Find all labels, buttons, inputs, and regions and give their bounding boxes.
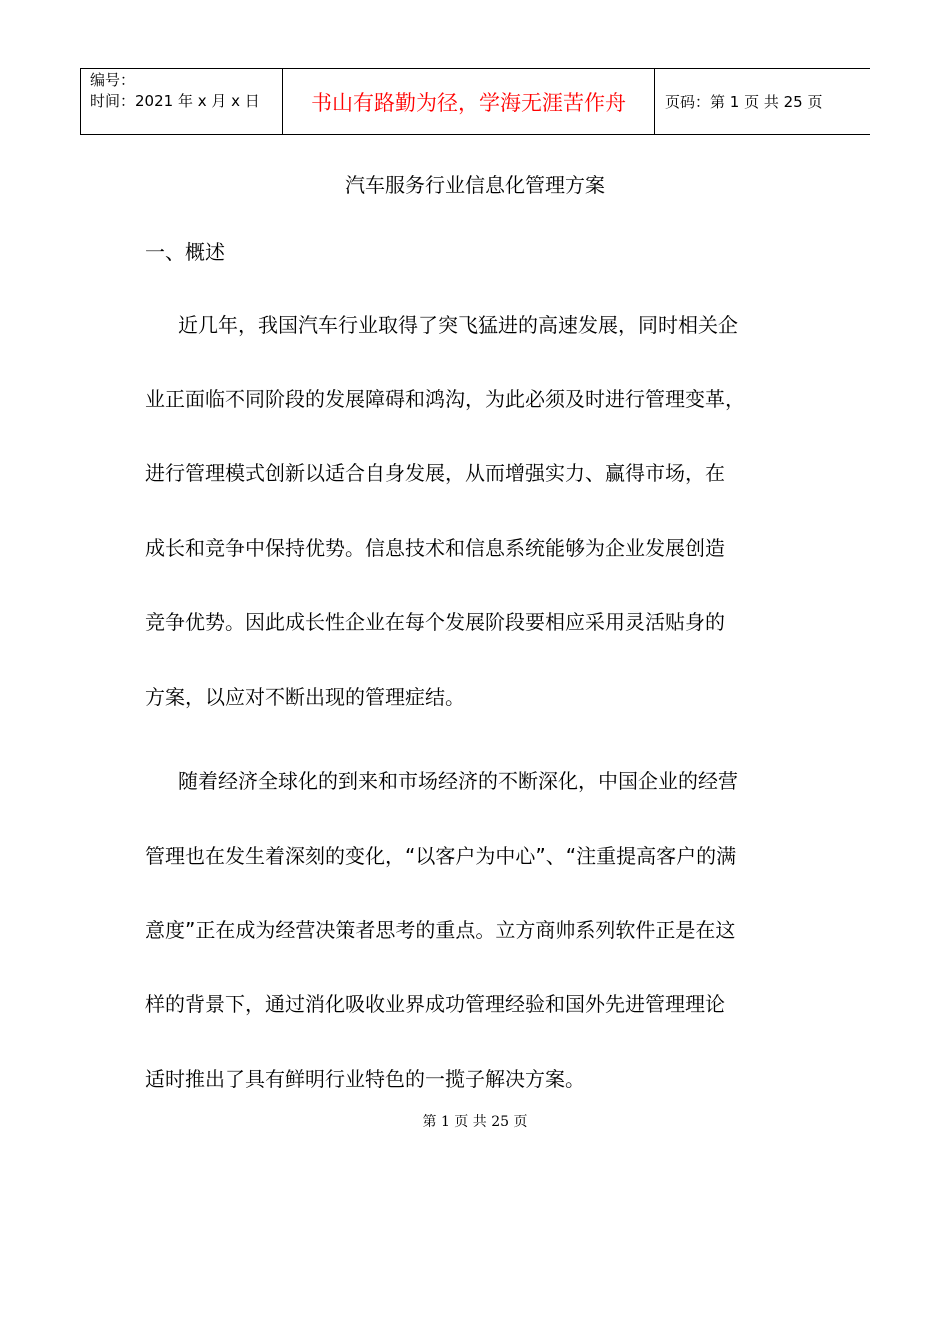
paragraph-line: 样的背景下，通过消化吸收业界成功管理经验和国外先进管理理论	[145, 992, 725, 1016]
paragraph-line: 随着经济全球化的到来和市场经济的不断深化，中国企业的经营	[178, 769, 738, 793]
paragraph-line: 成长和竞争中保持优势。信息技术和信息系统能够为企业发展创造	[145, 536, 725, 560]
motto-cell	[283, 69, 655, 134]
paragraph-line: 管理也在发生着深刻的变化，“以客户为中心”、“注重提高客户的满	[145, 844, 737, 868]
section-heading: 一、概述	[145, 240, 225, 264]
paragraph-line: 意度”正在成为经营决策者思考的重点。立方商帅系列软件正是在这	[145, 918, 736, 942]
paragraph-line: 进行管理模式创新以适合自身发展，从而增强实力、赢得市场，在	[145, 461, 725, 485]
serial-number-label: 编号：	[90, 71, 136, 89]
header-table	[80, 68, 870, 135]
time-label: 时间：2021 年 x 月 x 日	[90, 92, 260, 110]
paragraph-line: 业正面临不同阶段的发展障碍和鸿沟，为此必须及时进行管理变革，	[145, 387, 745, 411]
header-info-cell	[81, 69, 283, 134]
paragraph-line: 近几年，我国汽车行业取得了突飞猛进的高速发展，同时相关企	[178, 313, 738, 337]
paragraph-line: 方案，以应对不断出现的管理症结。	[145, 685, 465, 709]
footer-page-number: 第 1 页 共 25 页	[422, 1114, 528, 1130]
header-page-label: 页码：第 1 页 共 25 页	[665, 93, 823, 111]
document-title: 汽车服务行业信息化管理方案	[345, 173, 605, 197]
page-info-cell	[655, 69, 870, 134]
paragraph-line: 竞争优势。因此成长性企业在每个发展阶段要相应采用灵活贴身的	[145, 610, 725, 634]
paragraph-line: 适时推出了具有鲜明行业特色的一揽子解决方案。	[145, 1067, 585, 1091]
motto-text: 书山有路勤为径，学海无涯苦作舟	[311, 90, 626, 115]
